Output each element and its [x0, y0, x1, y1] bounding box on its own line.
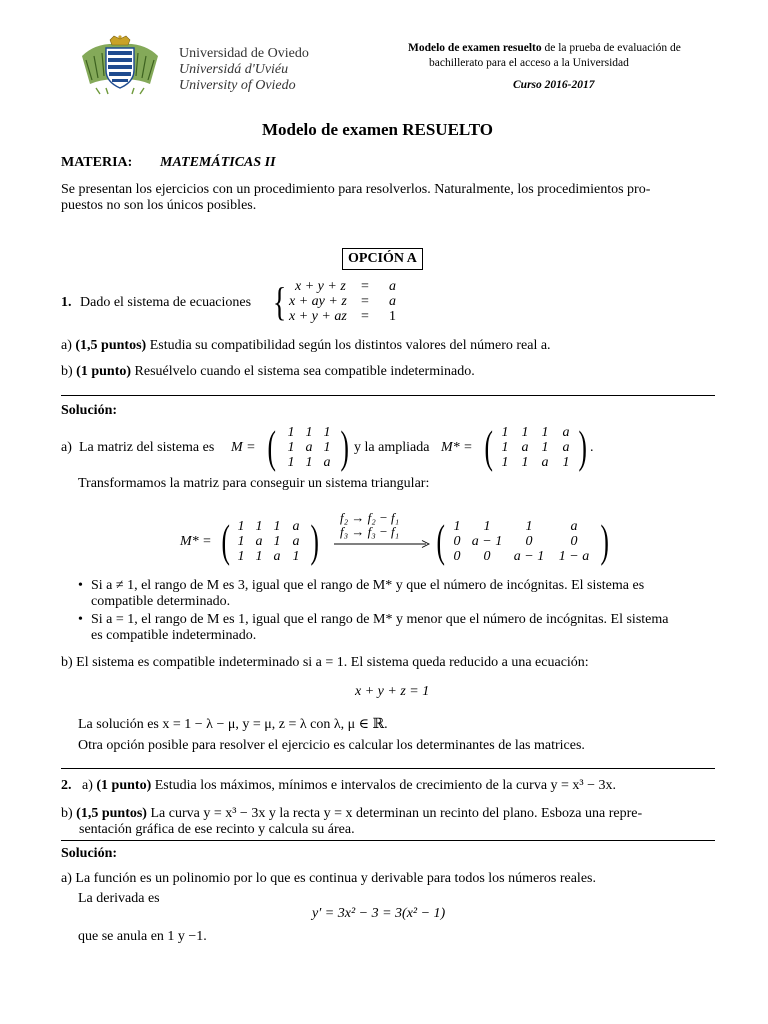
reduction-right-matrix	[447, 519, 597, 564]
divider	[61, 840, 715, 841]
question-1-number: 1.	[61, 295, 72, 310]
equation-lhs: x + y + z	[295, 279, 346, 294]
other-option-text: Otra opción posible para resolver el ejercicio es calcular los determinantes de las matrices.	[78, 738, 585, 753]
matrix-cell: 1	[541, 440, 549, 455]
bullet-line: Si a = 1, el rango de M es 1, igual que el rango de M* y menor que el número de incógnitas. El sistema	[91, 612, 669, 627]
bullet-line: es compatible indeterminado.	[91, 628, 257, 643]
question-1a	[61, 338, 551, 354]
page-title: Modelo de examen RESUELTO	[262, 120, 493, 139]
matrix-cell: 1 − a	[558, 549, 590, 564]
solution-2-heading: Solución:	[61, 846, 118, 861]
equation-eq: =	[361, 309, 369, 324]
equation-eq: =	[361, 294, 369, 309]
matrix-cell: 1	[305, 455, 313, 470]
matrix-cell: a	[305, 440, 313, 455]
system-brace: {	[272, 279, 287, 324]
question-1a-label: a)	[61, 338, 72, 353]
reduced-equation: x + y + z = 1	[355, 684, 430, 699]
question-2a-label: a)	[82, 778, 93, 793]
matrix-cell: a	[255, 534, 263, 549]
derivative-text: La derivada es	[78, 891, 160, 906]
equation-rhs: a	[389, 279, 396, 294]
exam-title-line2: bachillerato para el acceso a la Universidad	[429, 57, 629, 69]
bullet-icon: •	[78, 578, 83, 593]
matrix-cell: 1	[501, 425, 509, 440]
question-1-statement: Dado el sistema de ecuaciones	[80, 295, 252, 310]
matrix-cell: 1	[323, 425, 331, 440]
matrix-cell: a	[562, 440, 570, 455]
bullet-line: Si a ≠ 1, el rango de M es 3, igual que el rango de M* y que el número de incógnitas. El sistema es	[91, 578, 645, 593]
materia-value: MATEMÁTICAS II	[160, 155, 276, 170]
solution-1b	[61, 655, 589, 671]
matrix-cell: 1	[255, 519, 263, 534]
reduction-mstar-name: M* =	[180, 534, 212, 549]
matrix-cell: 0	[453, 534, 461, 549]
matrix-cell: 1	[287, 455, 295, 470]
matrix-cell: 1	[521, 425, 529, 440]
matrix-cell: a	[323, 455, 331, 470]
matrix-cell: a − 1	[471, 534, 503, 549]
course-year: Curso 2016-2017	[513, 79, 595, 91]
question-2b-line-1	[61, 806, 642, 822]
intro-line-1: Se presentan los ejercicios con un procedimiento para resolverlos. Naturalmente, los procedimientos pro-	[61, 182, 651, 197]
bullet-line: compatible determinado.	[91, 594, 231, 609]
question-2b-points: (1,5 puntos)	[76, 806, 147, 821]
matrix-cell: 1	[273, 519, 281, 534]
matrix-cell: a	[541, 455, 549, 470]
equation-rhs: a	[389, 294, 396, 309]
list-item	[78, 578, 715, 610]
solution-line: La solución es x = 1 − λ − μ, y = μ, z = λ con λ, μ ∈ ℝ.	[78, 717, 388, 732]
materia-label: MATERIA:	[61, 155, 133, 170]
solution-1a-period: .	[590, 440, 594, 455]
question-1a-text: Estudia su compatibilidad según los distintos valores del número real a.	[149, 338, 551, 353]
equation-lhs: x + y + az	[289, 309, 347, 324]
matrix-cell: 1	[292, 549, 300, 564]
matrix-cell: 1	[562, 455, 570, 470]
matrix-mstar-paren-left: (	[484, 421, 493, 472]
university-crest	[76, 34, 164, 96]
matrix-cell: 1	[525, 519, 533, 534]
university-name-es: Universidad de Oviedo	[179, 46, 309, 61]
derivative-equation: y′ = 3x² − 3 = 3(x² − 1)	[312, 906, 446, 921]
solution-1a-text2: y la ampliada	[354, 440, 430, 455]
question-2b	[61, 806, 642, 838]
question-2a-text: Estudia los máximos, mínimos e intervalos de crecimiento de la curva y = x³ − 3x.	[154, 778, 617, 793]
list-item	[78, 612, 715, 644]
question-1b-text: Resuélvelo cuando el sistema sea compatible indeterminado.	[134, 364, 475, 379]
matrix-cell: 1	[483, 519, 491, 534]
university-name-ast: Universidá d'Uviéu	[179, 62, 289, 77]
solution-2a-label: a)	[61, 871, 72, 886]
option-box: OPCIÓN A	[342, 248, 423, 270]
matrix-m-paren-left: (	[267, 421, 276, 472]
matrix-m-name: M =	[231, 440, 256, 455]
matrix-cell: a	[562, 425, 570, 440]
question-2b-text-line-1: La curva y = x³ − 3x y la recta y = x determinan un recinto del plano. Esboza una repre-	[150, 806, 643, 821]
matrix-cell: 1	[237, 549, 245, 564]
bullet-text	[91, 578, 715, 610]
row-operation-1: f₂ → f₂ − f₁	[340, 510, 400, 525]
equation-rhs: 1	[389, 309, 396, 324]
matrix-cell: 1	[287, 425, 295, 440]
question-1b-label: b)	[61, 364, 73, 379]
solution-1b-label: b)	[61, 655, 73, 670]
reduction-left-paren-left: (	[221, 515, 230, 566]
equation-lhs: x + ay + z	[289, 294, 347, 309]
solution-1a-text1: La matriz del sistema es	[79, 440, 215, 455]
matrix-cell: 1	[501, 455, 509, 470]
intro-line-2: puestos no son los únicos posibles.	[61, 198, 257, 213]
matrix-m	[282, 425, 336, 470]
solution-1a-label: a)	[61, 440, 72, 455]
matrix-cell: 1	[501, 440, 509, 455]
matrix-cell: a − 1	[513, 549, 545, 564]
matrix-cell: 1	[273, 534, 281, 549]
transform-text: Transformamos la matriz para conseguir un sistema triangular:	[78, 476, 430, 491]
question-1b	[61, 364, 475, 380]
exam-title-line1	[408, 42, 681, 54]
divider	[61, 395, 715, 396]
reduction-left-paren-right: )	[310, 515, 319, 566]
reduction-right-paren-left: (	[436, 515, 445, 566]
bullet-text	[91, 612, 715, 644]
matrix-cell: 0	[453, 549, 461, 564]
row-operation-2: f₃ → f₃ − f₁	[340, 524, 400, 539]
matrix-m-paren-right: )	[340, 421, 349, 472]
matrix-cell: 1	[541, 425, 549, 440]
matrix-cell: 1	[453, 519, 461, 534]
matrix-cell: 1	[323, 440, 331, 455]
matrix-cell: a	[570, 519, 578, 534]
question-2b-text-line-2: sentación gráfica de ese recinto y calcula su área.	[79, 822, 355, 837]
matrix-mstar	[495, 425, 577, 470]
matrix-cell: a	[273, 549, 281, 564]
matrix-cell: 1	[237, 519, 245, 534]
solution-1-heading: Solución:	[61, 403, 118, 418]
matrix-mstar-paren-right: )	[578, 421, 587, 472]
question-2-number: 2.	[61, 778, 72, 793]
matrix-cell: 0	[525, 534, 533, 549]
exam-title-rest: de la prueba de evaluación de	[541, 42, 681, 54]
matrix-cell: 1	[521, 455, 529, 470]
solution-1b-text: El sistema es compatible indeterminado si a = 1. El sistema queda reducido a una ecuación:	[76, 655, 589, 670]
crest-icon	[76, 34, 164, 96]
matrix-cell: 0	[570, 534, 578, 549]
solution-2a	[61, 871, 596, 887]
question-2a-points: (1 punto)	[96, 778, 152, 793]
matrix-cell: 1	[305, 425, 313, 440]
reduction-left-matrix	[232, 519, 306, 564]
intro-text	[61, 182, 715, 214]
zeros-text: que se anula en 1 y −1.	[78, 929, 207, 944]
matrix-cell: 1	[255, 549, 263, 564]
transform-arrow	[334, 538, 430, 548]
matrix-cell: 1	[287, 440, 295, 455]
question-2b-label: b)	[61, 806, 73, 821]
matrix-cell: 1	[237, 534, 245, 549]
matrix-cell: a	[292, 534, 300, 549]
solution-2a-text: La función es un polinomio por lo que es continua y derivable para todos los números reales.	[75, 871, 596, 886]
university-name-en: University of Oviedo	[179, 78, 296, 93]
equation-eq: =	[361, 279, 369, 294]
long-arrow-icon	[334, 539, 430, 549]
divider	[61, 768, 715, 769]
question-1a-points: (1,5 puntos)	[75, 338, 147, 353]
matrix-mstar-name: M* =	[441, 440, 473, 455]
question-1b-points: (1 punto)	[76, 364, 132, 379]
matrix-cell: 0	[483, 549, 491, 564]
exam-title-bold: Modelo de examen resuelto	[408, 42, 542, 54]
question-2a	[61, 778, 616, 794]
matrix-cell: a	[521, 440, 529, 455]
reduction-right-paren-right: )	[600, 515, 609, 566]
bullet-icon: •	[78, 612, 83, 627]
matrix-cell: a	[292, 519, 300, 534]
